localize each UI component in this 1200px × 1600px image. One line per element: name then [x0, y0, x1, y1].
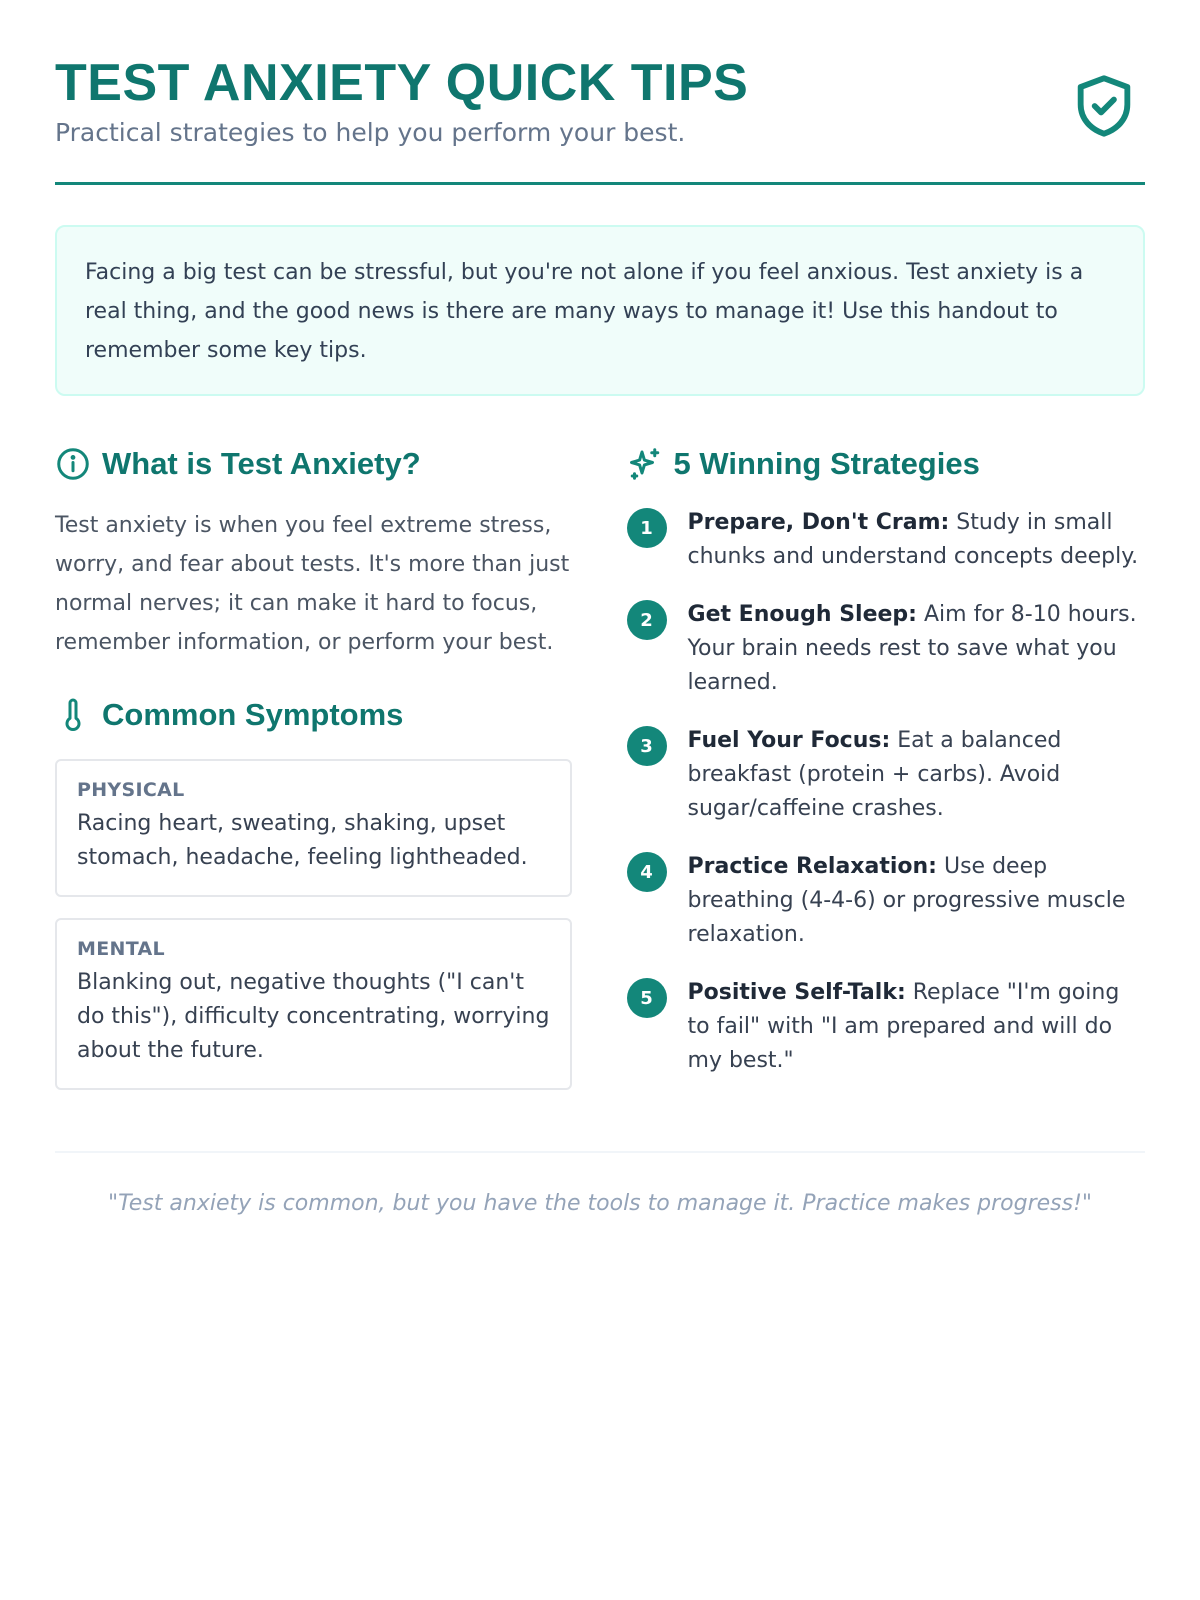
- strategy-number-badge: 1: [627, 508, 667, 548]
- footer-quote: "Test anxiety is common, but you have the tools to manage it. Practice makes progress!": [55, 1151, 1145, 1216]
- strategies-heading: [627, 444, 1145, 484]
- strategy-number-badge: 5: [627, 978, 667, 1018]
- symptoms-heading: [55, 695, 572, 735]
- symptom-card-mental: [55, 918, 572, 1090]
- strategy-body: Study in small chunks and understand concepts deeply.: [687, 510, 1139, 569]
- info-circle-icon: [55, 446, 91, 482]
- symptom-card-text: Blanking out, negative thoughts ("I can't do this"), difficulty concentrating, worrying about the future.: [77, 970, 550, 1063]
- symptom-cards: [55, 759, 572, 1090]
- strategy-number-badge: 4: [627, 852, 667, 892]
- what-is-title: What is Test Anxiety?: [102, 446, 421, 481]
- right-column: [627, 444, 1145, 1102]
- header: [55, 0, 1145, 185]
- strategy-text: [688, 724, 1145, 826]
- strategy-item: [627, 506, 1145, 574]
- symptom-card-text: Racing heart, sweating, shaking, upset stomach, headache, feeling lightheaded.: [77, 811, 528, 870]
- what-is-text: Test anxiety is when you feel extreme stress, worry, and fear about tests. It's more than just normal nerves; it can make it hard to focus, remember information, or perform your best.: [55, 513, 570, 655]
- strategy-list: [627, 506, 1145, 1078]
- sparkles-icon: [627, 446, 663, 482]
- strategy-title: Practice Relaxation:: [687, 854, 937, 879]
- strategy-number-badge: 2: [627, 600, 667, 640]
- symptom-card-label: PHYSICAL: [77, 779, 185, 801]
- strategy-item: [627, 724, 1145, 826]
- strategy-item: [627, 976, 1145, 1078]
- strategy-title: Prepare, Don't Cram:: [687, 510, 950, 535]
- intro-box: Facing a big test can be stressful, but you're not alone if you feel anxious. Test anxiety is a real thing, and the good news is there are many ways to manage it! Use this handout to remember some key tips.: [55, 225, 1145, 396]
- strategy-title: Positive Self-Talk:: [687, 980, 906, 1005]
- strategy-item: [627, 850, 1145, 952]
- thermometer-icon: [55, 697, 91, 733]
- symptoms-title: Common Symptoms: [102, 697, 404, 732]
- left-column: [55, 444, 572, 1102]
- symptom-card-label: MENTAL: [77, 938, 165, 960]
- symptom-card-physical: [55, 759, 572, 897]
- strategy-body: Aim for 8-10 hours. Your brain needs rest to save what you learned.: [687, 602, 1137, 695]
- strategy-item: [627, 598, 1145, 700]
- content-columns: [55, 444, 1145, 1102]
- page-title: TEST ANXIETY QUICK TIPS: [55, 54, 749, 112]
- what-is-heading: [55, 444, 572, 484]
- strategy-text: [688, 598, 1145, 700]
- strategies-title: 5 Winning Strategies: [673, 446, 980, 481]
- strategy-title: Get Enough Sleep:: [687, 602, 917, 627]
- strategy-body: Eat a balanced breakfast (protein + carbs). Avoid sugar/caffeine crashes.: [687, 728, 1062, 821]
- strategy-text: [688, 976, 1145, 1078]
- shield-check-icon: [1069, 66, 1139, 146]
- strategy-body: Use deep breathing (4-4-6) or progressive muscle relaxation.: [687, 854, 1126, 947]
- strategy-text: [688, 506, 1145, 574]
- page-subtitle: Practical strategies to help you perform your best.: [55, 118, 686, 147]
- strategy-text: [688, 850, 1145, 952]
- strategy-title: Fuel Your Focus:: [687, 728, 891, 753]
- strategy-number-badge: 3: [627, 726, 667, 766]
- strategy-body: Replace "I'm going to fail" with "I am prepared and will do my best.": [687, 980, 1120, 1073]
